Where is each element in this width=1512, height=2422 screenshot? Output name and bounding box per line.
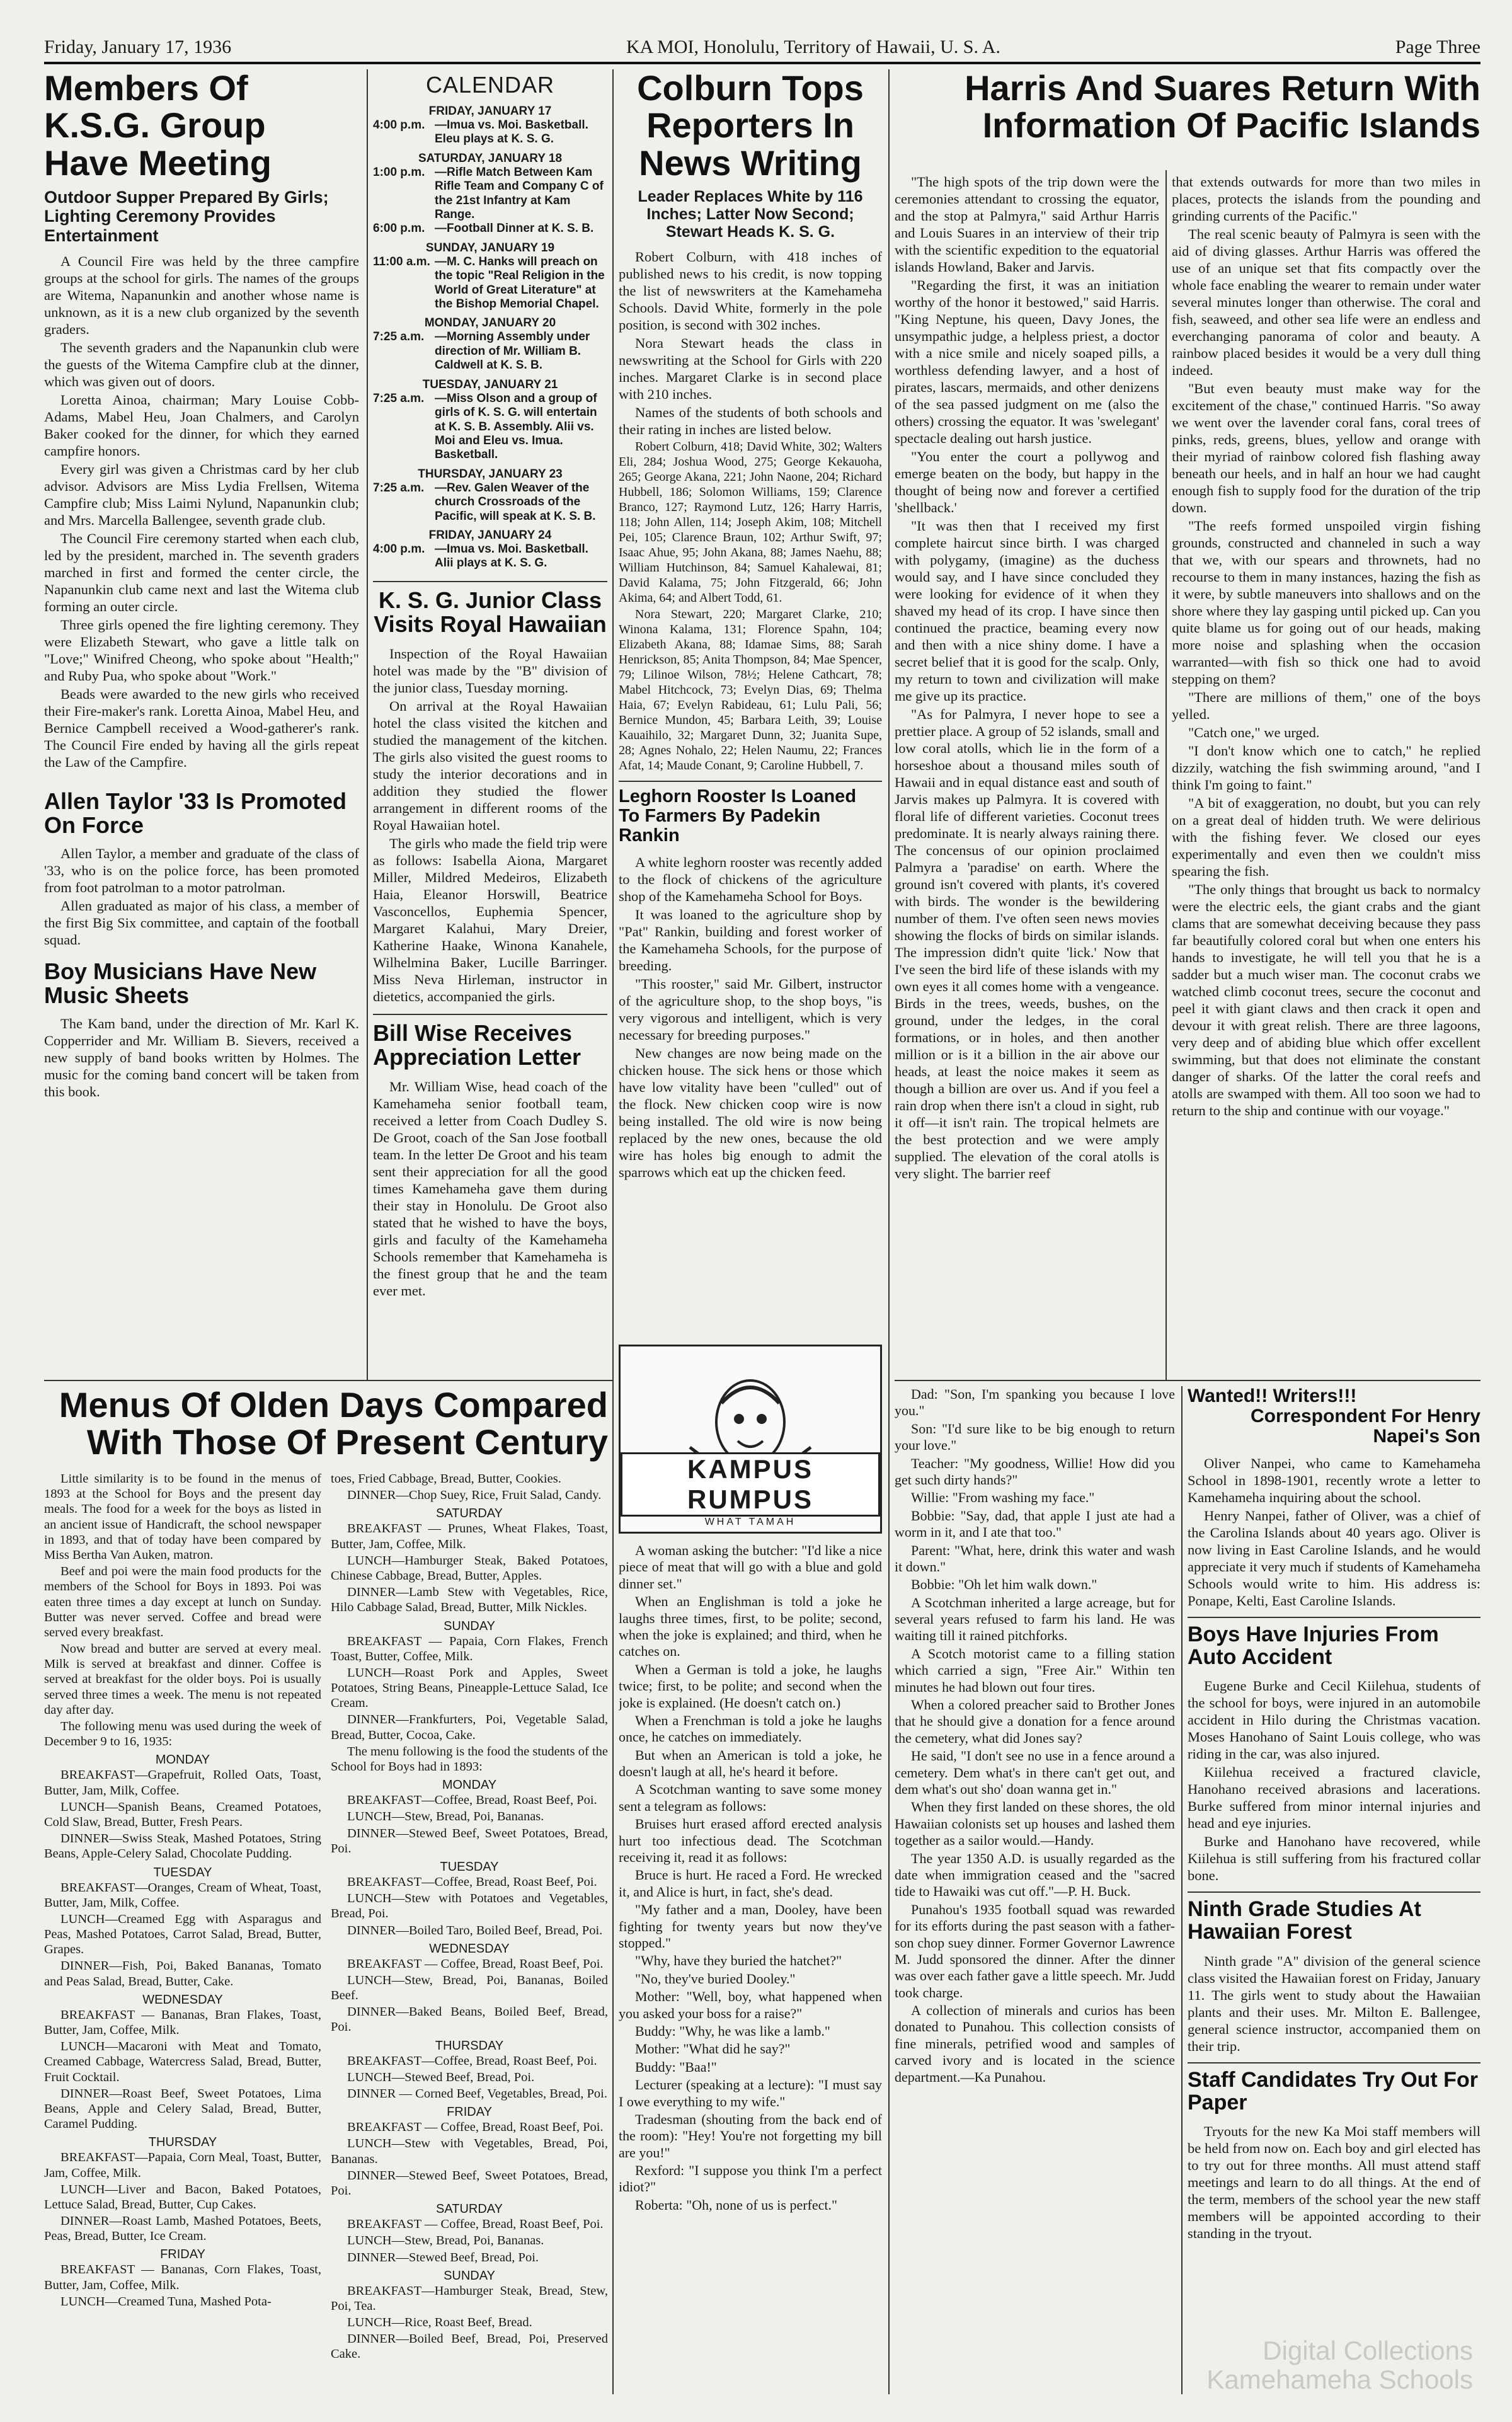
jokes-list bbox=[619, 1542, 882, 2213]
colburn-deck: Leader Replaces White by 116 Inches; Latter Now Second; Stewart Heads K. S. G. bbox=[638, 188, 863, 241]
menu-line: BREAKFAST — Bananas, Bran Flakes, Toast, Butter, Jam, Coffee, Milk. bbox=[44, 2007, 321, 2037]
column-rule bbox=[1166, 170, 1167, 1380]
menu-line: LUNCH—Stew with Vegetables, Bread, Poi, Bananas. bbox=[331, 2137, 608, 2166]
paragraph: Beef and poi were the main food products for the members of the School for Boys in 1893. Poi was eaten three times a day except at lunch on Sunday. Butter was never served. Coffee and bread were served every breakfast. bbox=[44, 1564, 321, 1639]
joke: Tradesman (shouting from the back end of the room): "Hey! You're not forgetting my bill are you!" bbox=[619, 2111, 882, 2161]
calendar-event: 4:00 p.m. —Imua vs. Moi. Basketball. Eleu plays at K. S. G. bbox=[373, 118, 588, 146]
joke: A collection of minerals and curios has been donated to Punahou. This collection consists of fine minerals, petrified wood and samples of carved ivory and is located in the science department.—Ka Punahou. bbox=[895, 2002, 1175, 2085]
joke: When an Englishman is told a joke he laughs three times, first, to be polite; second, when the joke is explained; and third, when he catches on. bbox=[619, 1593, 882, 1660]
joke: Son: "I'd sure like to be big enough to return your love." bbox=[895, 1420, 1175, 1454]
paragraph: The following menu was used during the week of December 9 to 16, 1935: bbox=[44, 1719, 321, 1749]
calendar-day: FRIDAY, JANUARY 17 bbox=[428, 105, 552, 118]
paragraph: "It was then that I received my first complete haircut since birth. I was charged with polygamy, (imagine) as the duchess would say, and I have since concluded they were looking for evidence of it when they shaved my head of its crop. I have since then continued the practice, beaming every now and then with a nice shiny dome. I have a secret belief that it is good for the scalp. Only, my return to town and civilization will make me give up its practice. bbox=[895, 518, 1159, 704]
joke: Mother: "Well, boy, what happened when you asked your boss for a raise?" bbox=[619, 1989, 882, 2021]
paragraph: The real scenic beauty of Palmyra is seen with the aid of diving glasses. Arthur Harris was offered the use of an unique set that fits compactly over the whole face enabling the wearer to remain under water several minutes longer than otherwise. The coral and fish, seaweed, and other sea life were an endless and everchanging panorama of color and beauty. A rainbow placed besides it would be a very dull thing indeed. bbox=[1172, 226, 1480, 378]
menu-day: FRIDAY bbox=[160, 2247, 205, 2262]
ninth-headline: Ninth Grade Studies At Hawaiian Forest bbox=[1188, 1897, 1421, 1944]
menu-line: BREAKFAST—Coffee, Bread, Roast Beef, Poi. bbox=[347, 1874, 597, 1889]
menu-line: BREAKFAST—Coffee, Bread, Roast Beef, Poi. bbox=[347, 1793, 597, 1808]
calendar-day: SATURDAY, JANUARY 18 bbox=[418, 151, 563, 165]
joke: But when an American is told a joke, he doesn't laugh at all, he's heard it before. bbox=[619, 1747, 882, 1780]
joke: A woman asking the butcher: "I'd like a nice piece of meat that will go with a blue and gold dinner set." bbox=[619, 1542, 882, 1592]
paragraph: "The high spots of the trip down were the ceremonies attendant to crossing the equator, and the stop at Palmyra," said Arthur Harris and Louis Suares in an interview of their trip with the scientific expedition to the equatorial islands Howland, Baker and Jarvis. bbox=[895, 174, 1159, 275]
menu-line: DINNER—Fish, Poi, Baked Bananas, Tomato and Peas Salad, Bread, Butter, Cake. bbox=[44, 1959, 321, 1989]
joke: Punahou's 1935 football squad was rewarded for its efforts during the past season with a father-son chop suey dinner. Former Governor Lawrence M. Judd sponsored the dinner. After the dinner was over each father gave a little speech. Mr. Judd took charge. bbox=[895, 1901, 1175, 2000]
harris-headline: Harris And Suares Return With Information Of Pacific Islands bbox=[965, 69, 1480, 146]
wise-headline: Bill Wise Receives Appreciation Letter bbox=[373, 1020, 581, 1070]
taylor-headline: Allen Taylor '33 Is Promoted On Force bbox=[44, 788, 347, 838]
calendar-day: TUESDAY, JANUARY 21 bbox=[422, 377, 558, 391]
paragraph: "I don't know which one to catch," he replied dizzily, watching the fish swimming around, "and I think I'm going to faint." bbox=[1172, 743, 1480, 793]
menu-line: toes, Fried Cabbage, Bread, Butter, Cookies. bbox=[331, 1472, 561, 1486]
calendar-list bbox=[373, 105, 607, 571]
menu-day: SATURDAY bbox=[436, 1507, 503, 1521]
menu-line: DINNER—Chop Suey, Rice, Fruit Salad, Candy. bbox=[347, 1488, 602, 1503]
header-rule bbox=[44, 62, 1480, 64]
leghorn-headline: Leghorn Rooster Is Loaned To Farmers By Padekin Rankin bbox=[619, 786, 857, 846]
joke: Bruises hurt erased afford erected analysis hurt too infectious dead. The Scotchman receiving it, read it as follows: bbox=[619, 1816, 882, 1866]
menu-line: LUNCH—Creamed Egg with Asparagus and Peas, Mashed Potatoes, Carrot Salad, Bread, Butter, Grapes. bbox=[44, 1912, 321, 1957]
menu-line: LUNCH—Stew, Bread, Poi, Bananas, Boiled Beef. bbox=[331, 1973, 608, 2003]
calendar-event: 7:25 a.m. —Rev. Galen Weaver of the church Crossroads of the Pacific, will speak at K. S. B. bbox=[373, 481, 596, 523]
joke: "My father and a man, Dooley, have been fighting for twenty years but now they've stopped." bbox=[619, 1902, 882, 1951]
paragraph: Mr. William Wise, head coach of the Kamehameha senior football team, received a letter from Coach Dudley S. De Groot, coach of the San Jose football team. In the letter De Groot and his team sent their appreciation for all the good times Kamehameha gave them during their stay in Honolulu. De Groot also stated that he wished to have the boys, girls and faculty of the Kamehameha Schools remember that Kamehameha is the finest group that he and the team ever met. bbox=[373, 1079, 607, 1299]
menu-line: DINNER—Baked Beans, Boiled Beef, Bread, Poi. bbox=[331, 2005, 608, 2035]
menu-line: LUNCH—Rice, Roast Beef, Bread. bbox=[347, 2316, 532, 2330]
menu-line: DINNER—Frankfurters, Poi, Vegetable Salad, Bread, Butter, Cocoa, Cake. bbox=[331, 1713, 608, 1742]
harris-header bbox=[895, 69, 1480, 170]
column-rule bbox=[367, 69, 368, 1380]
paragraph: Three girls opened the fire lighting ceremony. They were Elizabeth Stewart, who gave a little talk on "Love;" Winifred Cheong, who spoke about "Health;" and Ruby Pua, who spoke about "Work." bbox=[44, 616, 359, 684]
harris-col-a bbox=[895, 173, 1159, 1377]
newspaper-page bbox=[44, 25, 1480, 2401]
paragraph: Allen Taylor, a member and graduate of the class of '33, who is on the police force, has been promoted from foot patrolman to a motor patrolman. bbox=[44, 846, 359, 896]
paragraph: Nora Stewart heads the class in newswriting at the School for Girls with 220 inches. Margaret Clarke is in second place with 210 inches. bbox=[619, 335, 882, 403]
paper-name: KA MOI, Honolulu, Territory of Hawaii, U. S. A. bbox=[626, 37, 1000, 57]
calendar-event: 1:00 p.m. —Rifle Match Between Kam Rifle Team and Company C of the 21st Infantry at Kam Range. bbox=[373, 165, 604, 222]
column-one bbox=[44, 69, 359, 1377]
paragraph: New changes are now being made on the chicken house. The sick hens or those which have low vitality have been "culled" out of the flock. New chicken coop wire is now being installed. The old wire is now being replaced by the new ones, because the old wire has holes big enough to admit the sparrows which eat up the chicken feed. bbox=[619, 1045, 882, 1181]
menu-line: LUNCH—Hamburger Steak, Baked Potatoes, Chinese Cabbage, Bread, Butter, Apples. bbox=[331, 1553, 608, 1583]
paragraph: Tryouts for the new Ka Moi staff members will be held from now on. Each boy and girl elected has to try out for three months. All must attend staff meetings and learn to do all things. At the end of the term, members of the school year the new staff members will be appointed according to their standing in the tryout. bbox=[1188, 2123, 1480, 2241]
menu-line: DINNER—Boiled Taro, Boiled Beef, Bread, Poi. bbox=[347, 1923, 603, 1937]
menu-line: LUNCH—Stew, Bread, Poi, Bananas. bbox=[347, 2234, 544, 2248]
joke: A Scotchman wanting to save some money sent a telegram as follows: bbox=[619, 1781, 882, 1814]
menu-line: BREAKFAST — Papaia, Corn Flakes, French Toast, Butter, Coffee, Milk. bbox=[331, 1634, 608, 1663]
menu-line: LUNCH—Stew, Bread, Poi, Bananas. bbox=[347, 1810, 544, 1824]
paragraph: "This rooster," said Mr. Gilbert, instructor of the agriculture shop, to the shop boys, "is very vigorous and intelligent, which is very necessary for breeding purposes." bbox=[619, 976, 882, 1043]
calendar-title: CALENDAR bbox=[425, 72, 555, 98]
calendar-day: MONDAY, JANUARY 20 bbox=[424, 316, 556, 330]
menu-line: LUNCH—Liver and Bacon, Baked Potatoes, Lettuce Salad, Bread, Butter, Cup Cakes. bbox=[44, 2182, 321, 2212]
menus-header bbox=[44, 1386, 608, 1468]
menu-line: LUNCH—Stew with Potatoes and Vegetables, Bread, Poi. bbox=[331, 1891, 608, 1921]
paragraph: Loretta Ainoa, chairman; Mary Louise Cobb-Adams, Mabel Heu, Joan Chalmers, and Carolyn Baker cooked for the dinner, for which they earned campfire honors. bbox=[44, 391, 359, 459]
masthead bbox=[44, 25, 1480, 58]
menu-line: BREAKFAST—Oranges, Cream of Wheat, Toast, Butter, Jam, Milk, Coffee. bbox=[44, 1880, 321, 1910]
menu-line: BREAKFAST — Prunes, Wheat Flakes, Toast, Butter, Jam, Coffee, Milk. bbox=[331, 1522, 608, 1551]
paragraph: "The reefs formed unspoiled virgin fishing grounds, constructed and channeled in such a way that we, with our spears and thrownets, had no recourse to them in many instances, hazing the fish as it were, by subtle maneuvers into shallows and on the shore where they lay gasping until picked up. Can you quite blame us for going out of our heads, making more noise and splashing when the occasion warranted—with fish so thick one had to avoid stepping on them? bbox=[1172, 518, 1480, 687]
joke: Buddy: "Why, he was like a lamb." bbox=[635, 2023, 830, 2039]
menu-line: DINNER—Stewed Beef, Sweet Potatoes, Bread, Poi. bbox=[331, 1826, 608, 1856]
paragraph: A Council Fire was held by the three campfire groups at the school for girls. The names of the groups are Witema, Napanunkin and another whose name is unknown, as it is a new club organized by the seventh graders. bbox=[44, 253, 359, 337]
calendar-event: 4:00 p.m. —Imua vs. Moi. Basketball. Alii plays at K. S. G. bbox=[373, 542, 588, 570]
paragraph: Robert Colburn, 418; David White, 302; Walters Eli, 284; Joshua Wood, 275; George Kekauoha, 265; George Akana, 221; John Naone, 204; Richard Hubbell, 186; Solomon Williams, 159; Clarence Branco, 127; Raymond Lutz, 126; Harry Harris, 118; John Allen, 114; Joseph Akim, 108; Mitchell Pei, 105; Clarence Braun, 102; Arthur Swift, 97; Isaac Ahue, 95; John Akana, 88; James Naehu, 88; William Hutchinson, 84; Samuel Kahalewai, 81; David Kalama, 75; John Fitzgerald, 66; John Akima, 64; and Albert Todd, 61. bbox=[619, 440, 882, 606]
joke: Buddy: "Baa!" bbox=[635, 2058, 717, 2075]
staff-headline: Staff Candidates Try Out For Paper bbox=[1188, 2067, 1478, 2115]
cartoon-subcaption: WHAT TAMAH bbox=[704, 1517, 796, 1527]
paragraph: Henry Nanpei, father of Oliver, was a chief of the Carolina Islands about 40 years ago. Oliver is now living in East Caroline Islands, and he would appreciate it very much if students of Kamehameha Schools would write to him. His address is: Ponape, Kelti, East Caroline Islands. bbox=[1188, 1508, 1480, 1609]
issue-date: Friday, January 17, 1936 bbox=[44, 37, 232, 57]
menu-line: BREAKFAST—Papaia, Corn Meal, Toast, Butter, Jam, Coffee, Milk. bbox=[44, 2150, 321, 2180]
menu-line: BREAKFAST — Coffee, Bread, Roast Beef, Poi. bbox=[347, 1956, 604, 1971]
joke: Teacher: "My goodness, Willie! How did you get such dirty hands?" bbox=[895, 1455, 1175, 1488]
paragraph: Eugene Burke and Cecil Kiilehua, students of the school for boys, were injured in an automobile accident in Hilo during the Christmas vacation. Moses Hanohano of Saint Louis college, who was riding in the car, was also injured. bbox=[1188, 1678, 1480, 1762]
joke: Bruce is hurt. He raced a Ford. He wrecked it, and Alice is hurt, in fact, she's dead. bbox=[619, 1867, 882, 1900]
injuries-headline: Boys Have Injuries From Auto Accident bbox=[1188, 1622, 1439, 1670]
joke: Lecturer (speaking at a lecture): "I must say I owe everything to my wife." bbox=[619, 2077, 882, 2109]
menu-line: DINNER—Stewed Beef, Bread, Poi. bbox=[347, 2250, 539, 2264]
paragraph: "The only things that brought us back to normalcy were the electric eels, the giant crabs and the giant clams that are somewhat deceiving because they pass far beautifully colored coral but when one enters his hands to investigate, he will tell you that he is a sadder but a much wiser man. The coconut crabs we watched climb coconut trees, secure the coconut and peel it with giant claws and then crack it open and devour it with great relish. There are three lagoons, very deep and of abiding blue which offer excellent swimming, but that does not eliminate the constant danger of sharks. Of the latter the coral reefs and atolls are swamped with them. All too soon we had to return to the ship and continue with our voyage." bbox=[1172, 881, 1480, 1118]
calendar-event: 7:25 a.m. —Miss Olson and a group of girls of K. S. G. will entertain at K. S. B. Assembly. Alii vs. Moi and Eleu vs. Imua. Basketball. bbox=[373, 391, 597, 462]
cartoon-caption: KAMPUS RUMPUS bbox=[621, 1452, 880, 1517]
menu-day: WEDNESDAY bbox=[429, 1941, 510, 1956]
menu-line: BREAKFAST — Coffee, Bread, Roast Beef, Poi. bbox=[347, 2120, 604, 2135]
menu-line: BREAKFAST — Bananas, Corn Flakes, Toast, Butter, Jam, Coffee, Milk. bbox=[44, 2263, 321, 2292]
joke: When they first landed on these shores, the old Hawaiian colonists set up houses and lashed them together as a sailor would.—Handy. bbox=[895, 1799, 1175, 1849]
menu-line: BREAKFAST—Hamburger Steak, Bread, Stew, Poi, Tea. bbox=[331, 2283, 608, 2313]
briefs-column bbox=[1188, 1386, 1480, 2397]
joke: A Scotch motorist came to a filling station which carried a sign, "Free Air." Within ten minutes he had blown out four tires. bbox=[895, 1645, 1175, 1695]
menu-day: WEDNESDAY bbox=[142, 1992, 223, 2007]
joke: The year 1350 A.D. is usually regarded as the date when immigration ceased and the "sacred tide to Hawaiki was cut off."—P. H. Buck. bbox=[895, 1850, 1175, 1900]
paragraph: On arrival at the Royal Hawaiian hotel the class visited the kitchen and studied the management of the kitchen. The girls also visited the guest rooms to study the interior decorations and in addition they studied the flower arrangement in different rooms of the Royal Hawaiian hotel. bbox=[373, 698, 607, 834]
joke: "Why, have they buried the hatchet?" bbox=[635, 1953, 842, 1969]
joke: When a German is told a joke, he laughs twice; first, to be polite; and second when the joke is explained. (He doesn't catch on.) bbox=[619, 1661, 882, 1711]
joke: Bobbie: "Say, dad, that apple I just ate had a worm in it, and I ate that too." bbox=[895, 1507, 1175, 1541]
paragraph: Names of the students of both schools and their rating in inches are listed below. bbox=[619, 405, 882, 438]
calendar-day: THURSDAY, JANUARY 23 bbox=[418, 467, 563, 481]
column-three bbox=[619, 69, 882, 1377]
paragraph: Every girl was given a Christmas card by her club advisor. Advisors are Miss Lydia Frellsen, Witema Campfire club; Miss Laimi Nylund, Napanunkin club; and Mrs. Marcella Ballengee, seventh grade club. bbox=[44, 461, 359, 528]
menu-line: DINNER—Roast Lamb, Mashed Potatoes, Beets, Peas, Bread, Butter, Ice Cream. bbox=[44, 2214, 321, 2244]
collection-watermark: Digital Collections Kamehameha Schools bbox=[1206, 2335, 1473, 2394]
paragraph: The seventh graders and the Napanunkin club were the guests of the Witema Campfire club at the dinner, which was given out of doors. bbox=[44, 339, 359, 389]
kampus-col-a bbox=[619, 1336, 882, 2397]
menu-line: DINNER — Corned Beef, Vegetables, Bread, Poi. bbox=[347, 2087, 607, 2101]
ksg-headline: Members Of K.S.G. Group Have Meeting bbox=[44, 69, 272, 183]
menu-line: BREAKFAST—Grapefruit, Rolled Oats, Toast, Butter, Jam, Milk, Coffee. bbox=[44, 1768, 321, 1798]
paragraph: The Council Fire ceremony started when each club, led by the president, marched in. The seventh graders marched in first and formed the center circle, the Napanunkin club came next and last the Witema club forming an outer circle. bbox=[44, 530, 359, 614]
writers-headline: Wanted!! Writers!!! bbox=[1188, 1386, 1357, 1406]
menu-day: SATURDAY bbox=[436, 2202, 503, 2217]
menu-line: BREAKFAST — Coffee, Bread, Roast Beef, Poi. bbox=[347, 2217, 604, 2232]
joke: Mother: "What did he say?" bbox=[635, 2041, 791, 2057]
paragraph: "Regarding the first, it was an initiation worthy of the honor it bestowed," said Harris. "King Neptune, his queen, Davy Jones, the unsympathic judge, a helpless priest, a doctor with a nice smile and nicely soaped pills, a worthless defending lawyer, and a host of pirates, lascars, mermaids, and other denizens of the sea passed judgment on me (also the others) crossing the equator. It was 'swelegant' spectacle dealing out harsh justice. bbox=[895, 277, 1159, 446]
paragraph: The Kam band, under the direction of Mr. Karl K. Copperrider and Mr. William B. Sievers, received a new supply of band books written by Holmes. The music for the coming band concert will be taken from this book. bbox=[44, 1016, 359, 1100]
paragraph: Robert Colburn, with 418 inches of published news to his credit, is now topping the list of newswriters at the Kamehameha Schools. David White, formerly in the pole position, is second with 302 inches. bbox=[619, 249, 882, 333]
joke: Roberta: "Oh, none of us is perfect." bbox=[635, 2196, 837, 2213]
menu-day: THURSDAY bbox=[435, 2038, 504, 2053]
menu-line: DINNER—Lamb Stew with Vegetables, Rice, Hilo Cabbage Salad, Bread, Butter, Milk Nickles. bbox=[331, 1585, 608, 1615]
menu-line: LUNCH—Roast Pork and Apples, Sweet Potatoes, String Beans, Pineapple-Lettuce Salad, Ice Cream. bbox=[331, 1665, 608, 1711]
paragraph: Oliver Nanpei, who came to Kamehameha School in 1898-1901, recently wrote a letter to Kamehameha inquiring about the school. bbox=[1188, 1455, 1480, 1506]
calendar-event: 6:00 p.m. —Football Dinner at K. S. B. bbox=[373, 222, 594, 236]
joke: When a colored preacher said to Brother Jones that he should give a donation for a fence around the cemetery, what did Jones say? bbox=[895, 1697, 1175, 1746]
paragraph: that extends outwards for more than two miles in places, protects the islands from the pounding and grinding currents of the Pacific." bbox=[1172, 174, 1480, 224]
paragraph: Beads were awarded to the new girls who received their Fire-maker's rank. Loretta Ainoa, Mabel Heu, and Bernice Campbell received a Wood-gatherer's rank. The Council Fire ended by having all the girls repeat the Law of the Campfire. bbox=[44, 686, 359, 770]
column-rule bbox=[1181, 1386, 1183, 2394]
paragraph: "As for Palmyra, I never hope to see a prettier place. A group of 52 islands, small and low coral atolls, which lie in the form of a horseshoe about a thousand miles south of Hawaii and in equal distance east and south of Jarvis makes up Palmyra. It is covered with floral life of different varieties. Coconut trees predominate. It is nearly always raining there. The concensus of our opinion proclaimed Palmyra a 'paradise' on earth. Where the ground isn't covered with plants, it's covered with birds. The wonder is the bewildering number of them. I've often seen news movies showing the flocks of birds on similar islands. The impression didn't quite 'lick.' Now that I've seen the bird life of these islands with my own eyes it all comes home with a vengeance. Birds in the trees, weeds, bushes, on the ground, under the ledges, in the coral formations, or in holes, and then another million or is it a billion in the air above our heads, at least the noice makes it seem as though a billion are over us. And if you feel a rain drop when there isn't a cloud in sight, rub it off—it isn't rain. The tropical helmets are the best protection and we were amply supplied. The elevation of the coral atolls is very slight. The barrier reef bbox=[895, 706, 1159, 1181]
paragraph: The girls who made the field trip were as follows: Isabella Aiona, Margaret Miller, Mildred Medeiros, Elizabeth Haia, Eleanor Horswill, Beatrice Vasconcellos, Euphemia Spencer, Margaret Kalahui, Mary Dreier, Katherine Haake, Winona Kanahele, Wilhelmina Baker, Lucille Barringer. Miss Neva Hirleman, instructor in dietetics, accompanied the girls. bbox=[373, 835, 607, 1005]
joke: A Scotchman inherited a large acreage, but for several years refused to farm his land. He was waiting till it rained pitchforks. bbox=[895, 1594, 1175, 1644]
joke: "No, they've buried Dooley." bbox=[635, 1970, 796, 1987]
writers-subheadline: Correspondent For Henry Napei's Son bbox=[1250, 1405, 1480, 1447]
menus-col-b bbox=[331, 1471, 608, 2397]
paragraph: Allen graduated as major of his class, a member of the first Big Six committee, and captain of the football squad. bbox=[44, 898, 359, 948]
paragraph: Now bread and butter are served at every meal. Milk is served at breakfast and dinner. Coffee is served at breakfast for the older boys. Poi is usually served three times a week. The menu is not repeated day after day. bbox=[44, 1642, 321, 1717]
column-two bbox=[373, 69, 607, 1377]
joke: Rexford: "I suppose you think I'm a perfect idiot?" bbox=[619, 2162, 882, 2195]
ksg-article bbox=[44, 253, 359, 771]
menu-day: SUNDAY bbox=[444, 1619, 495, 1633]
colburn-headline: Colburn Tops Reporters In News Writing bbox=[637, 69, 864, 183]
column-rule bbox=[888, 69, 890, 2394]
paragraph: Ninth grade "A" division of the general science class visited the Hawaiian forest on Friday, January 11. The girls went to study about the Hawaiian plants and their uses. Mr. Milton E. Ballengee, general science instructor, accompanied them on their trip. bbox=[1188, 1953, 1480, 2054]
menu-day: THURSDAY bbox=[148, 2135, 217, 2150]
joke: When a Frenchman is told a joke he laughs once, he catches on immediately. bbox=[619, 1712, 882, 1745]
paragraph: Nora Stewart, 220; Margaret Clarke, 210; Winona Kalama, 131; Florence Spahn, 104; Elizabeth Akana, 88; Idamae Sims, 88; Sarah Henrickson, 85; Anita Thompson, 84; Mae Spencer, 79; Lilinoe Wilson, 78½; Helene Cathcart, 78; Mabel Hitchcock, 73; Evelyn Dias, 69; Thelma Haia, 67; Evelyn Rabideau, 61; Lulu Pali, 56; Bernice Mundon, 45; Barbara Leith, 39; Louise Kauaihilo, 32; Margaret Dunn, 32; Juanita Supe, 28; Agnes Nohalo, 22; Helen Naumu, 22; Frances Afat, 14; Maude Conant, 9; Caroline Hubbell, 7. bbox=[619, 607, 882, 773]
kampus-cartoon bbox=[619, 1345, 882, 1534]
menus-col-a bbox=[44, 1471, 321, 2397]
kampus-col-b bbox=[895, 1386, 1175, 2397]
menu-line: DINNER—Swiss Steak, Mashed Potatoes, String Beans, Apple-Celery Salad, Chocolate Pudding. bbox=[44, 1832, 321, 1861]
paragraph: A white leghorn rooster was recently added to the flock of chickens of the agriculture shop of the Kamehameha School for Boys. bbox=[619, 854, 882, 905]
calendar-event: 11:00 a.m. —M. C. Hanks will preach on the topic "Real Religion in the World of Great Literature" at the Bishop Memorial Chapel. bbox=[373, 255, 605, 311]
paragraph: "You enter the court a pollywog and emerge beaten on the body, but happy in the thought of being now and forever a certified 'shellback.' bbox=[895, 449, 1159, 515]
section-rule bbox=[895, 1380, 1480, 1381]
paragraph: The menu following is the food the students of the School for Boys had in 1893: bbox=[331, 1744, 608, 1774]
menu-line: DINNER—Roast Beef, Sweet Potatoes, Lima Beans, Apple and Celery Salad, Bread, Butter, Caramel Pudding. bbox=[44, 2086, 321, 2132]
menu-day: TUESDAY bbox=[440, 1859, 499, 1874]
section-rule bbox=[44, 1380, 612, 1381]
menu-day: TUESDAY bbox=[153, 1865, 212, 1880]
joke: Dad: "Son, I'm spanking you because I love you." bbox=[895, 1386, 1175, 1419]
paragraph: Burke and Hanohano have recovered, while Kiilehua is still suffering from his fractured collar bone. bbox=[1188, 1834, 1480, 1884]
menu-line: DINNER—Boiled Beef, Bread, Poi, Preserved Cake. bbox=[331, 2332, 608, 2362]
harris-col-b bbox=[1172, 173, 1480, 1377]
menu-line: LUNCH—Spanish Beans, Creamed Potatoes, Cold Slaw, Bread, Butter, Fresh Pears. bbox=[44, 1799, 321, 1829]
junior-headline: K. S. G. Junior Class Visits Royal Hawaiian bbox=[374, 587, 607, 637]
calendar-day: SUNDAY, JANUARY 19 bbox=[425, 241, 555, 255]
paragraph: It was loaned to the agriculture shop by "Pat" Rankin, building and forest worker of the Kamehameha Schools, for the purpose of breeding. bbox=[619, 907, 882, 974]
paragraph: "A bit of exaggeration, no doubt, but you can rely on a great deal of hidden truth. We were delirious with the fishing fever. We closed our eyes experimentally and even then we couldn't miss spearing the fish. bbox=[1172, 795, 1480, 879]
menu-line: LUNCH—Stewed Beef, Bread, Poi. bbox=[347, 2070, 535, 2084]
menu-day: MONDAY bbox=[155, 1753, 210, 1767]
musicians-headline: Boy Musicians Have New Music Sheets bbox=[44, 958, 317, 1009]
paragraph: Inspection of the Royal Hawaiian hotel was made by the "B" division of the junior class, Tuesday morning. bbox=[373, 646, 607, 696]
joke: Parent: "What, here, drink this water and wash it down." bbox=[895, 1542, 1175, 1575]
page-number: Page Three bbox=[1395, 37, 1480, 57]
menu-day: FRIDAY bbox=[447, 2105, 492, 2120]
menu-line: BREAKFAST—Coffee, Bread, Roast Beef, Poi. bbox=[347, 2053, 597, 2068]
joke: He said, "I don't see no use in a fence around a cemetery. Dem what's in there can't get out, and dem what's out sho' doan wanna get in." bbox=[895, 1748, 1175, 1797]
paragraph: Kiilehua received a fractured clavicle, Hanohano received abrasions and lacerations. Burke suffered from minor internal injuries and head and eye injuries. bbox=[1188, 1764, 1480, 1832]
ksg-deck: Outdoor Supper Prepared By Girls; Lighting Ceremony Provides Entertainment bbox=[44, 188, 329, 245]
joke: Bobbie: "Oh let him walk down." bbox=[911, 1576, 1097, 1593]
paragraph: Little similarity is to be found in the menus of 1893 at the School for Boys and the present day meals. The food for a week for the boys as listed in an ancient issue of Handicraft, the school newspaper in 1893, and that of today have been compared by Miss Bertha Van Auken, matron. bbox=[44, 1472, 321, 1562]
paragraph: "Catch one," we urged. bbox=[1188, 725, 1320, 740]
menu-line: LUNCH—Creamed Tuna, Mashed Pota- bbox=[60, 2294, 272, 2309]
calendar-day: FRIDAY, JANUARY 24 bbox=[428, 528, 552, 542]
paragraph: "There are millions of them," one of the boys yelled. bbox=[1172, 689, 1480, 722]
paragraph: "But even beauty must make way for the excitement of the chase," continued Harris. "So away we went over the lavender coral fans, coral trees of pinks, reds, greens, blues, yellow and orange with their myriad of rainbow colored fish flashing away beneath our heels, and in half an hour we had caught enough fish to supply food for the duration of the trip down. bbox=[1172, 381, 1480, 515]
calendar-event: 7:25 a.m. —Morning Assembly under direction of Mr. William B. Caldwell at K. S. B. bbox=[373, 330, 590, 372]
column-rule bbox=[612, 69, 614, 2394]
menu-line: DINNER—Stewed Beef, Sweet Potatoes, Bread, Poi. bbox=[331, 2168, 608, 2198]
menus-headline: Menus Of Olden Days Compared With Those Of Present Century bbox=[59, 1386, 608, 1462]
menu-line: LUNCH—Macaroni with Meat and Tomato, Creamed Cabbage, Watercress Salad, Bread, Butter, Fruit Cocktail. bbox=[44, 2040, 321, 2084]
joke: Willie: "From washing my face." bbox=[911, 1489, 1095, 1506]
menu-day: MONDAY bbox=[442, 1778, 497, 1793]
menu-day: SUNDAY bbox=[444, 2268, 495, 2283]
